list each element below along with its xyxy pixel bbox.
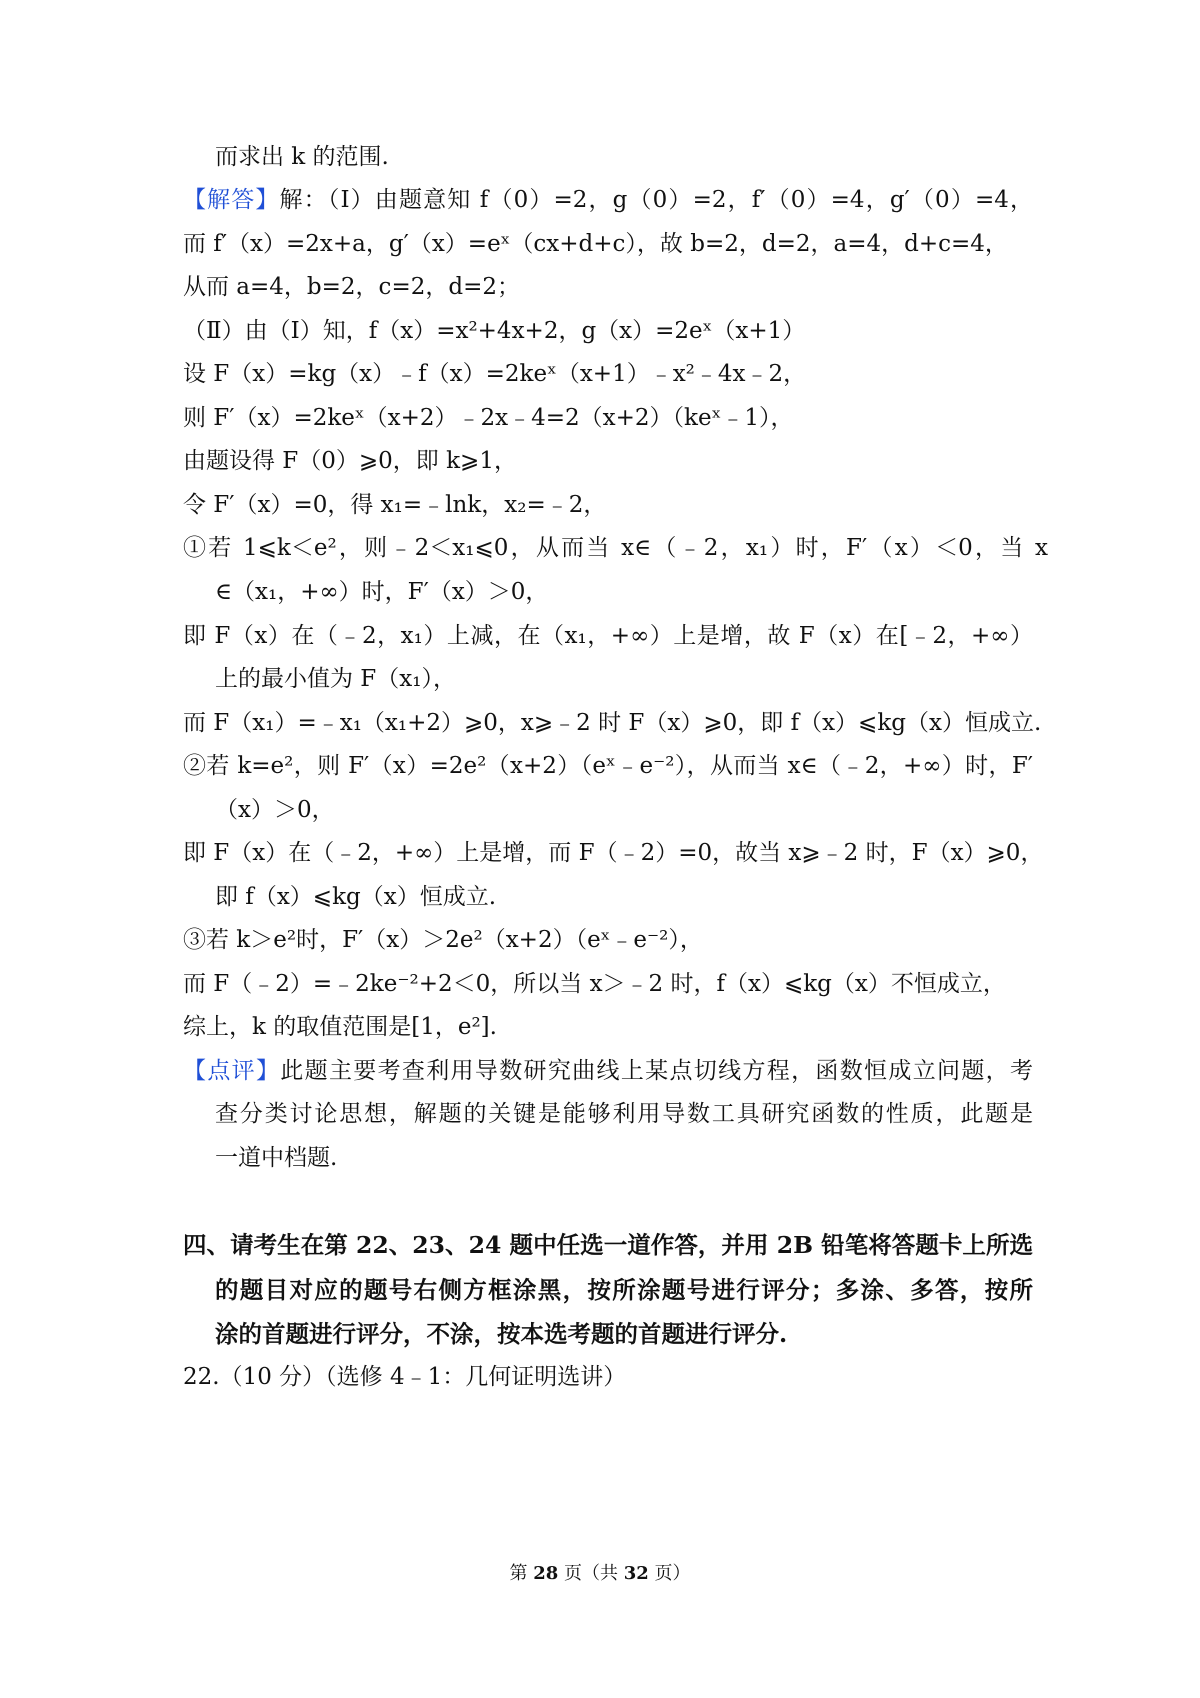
page-number: 28	[533, 1563, 559, 1584]
text-line: 即 f（x）⩽kg（x）恒成立.	[215, 884, 497, 910]
text-line: ∈（x₁，+∞）时，F′（x）＞0，	[215, 579, 549, 605]
text-line: 查分类讨论思想，解题的关键是能够利用导数工具研究函数的性质，此题是	[215, 1101, 1033, 1127]
text-line: 设 F（x）=kg（x）﹣f（x）=2keˣ（x+1）﹣x²﹣4x﹣2，	[183, 361, 807, 387]
text-line: 即 F（x）在（﹣2，x₁）上减，在（x₁，+∞）上是增，故 F（x）在[﹣2，+∞）	[183, 623, 1033, 649]
text-line: （Ⅱ）由（I）知，f（x）=x²+4x+2，g（x）=2eˣ（x+1）	[183, 318, 806, 344]
text-line: 则 F′（x）=2keˣ（x+2）﹣2x﹣4=2（x+2）（keˣ﹣1），	[183, 405, 794, 431]
text-line: ③若 k＞e²时，F′（x）＞2e²（x+2）（eˣ﹣e⁻²），	[183, 927, 703, 953]
answer-line: 【解答】解：（Ⅰ）由题意知 f（0）=2，g（0）=2，f′（0）=4，g′（0）=4，	[183, 187, 1033, 213]
question-title: 22.（10 分）（选修 4﹣1：几何证明选讲）	[183, 1364, 627, 1390]
text-line: （x）＞0，	[215, 797, 335, 823]
text-line: 由题设得 F（0）⩾0，即 k⩾1，	[183, 448, 517, 474]
text-line: 从而 a=4，b=2，c=2，d=2；	[183, 274, 520, 300]
comment-tag: 【点评】	[183, 1058, 281, 1084]
comment-line: 【点评】此题主要考查利用导数研究曲线上某点切线方程，函数恒成立问题，考	[183, 1058, 1034, 1084]
answer-tag: 【解答】	[183, 187, 280, 213]
text-line: 综上，k 的取值范围是[1，e²].	[183, 1014, 497, 1040]
text-line: ②若 k=e²，则 F′（x）=2e²（x+2）（eˣ﹣e⁻²），从而当 x∈（﹣2，+∞）时，F′	[183, 753, 1033, 779]
page-footer: 第 28 页（共 32 页）	[509, 1563, 691, 1584]
section-heading: 四、请考生在第 22、23、24 题中任选一道作答，并用 2B 铅笔将答题卡上所选	[183, 1231, 1033, 1259]
page-total: 32	[623, 1563, 649, 1584]
text-line: 而 F（﹣2）=﹣2ke⁻²+2＜0，所以当 x＞﹣2 时，f（x）⩽kg（x）不恒成立，	[183, 971, 1006, 997]
text-line: 一道中档题.	[215, 1145, 338, 1171]
section-heading: 涂的首题进行评分，不涂，按本选考题的首题进行评分.	[215, 1320, 788, 1348]
text-line: 而 F（x₁）=﹣x₁（x₁+2）⩾0，x⩾﹣2 时 F（x）⩾0，即 f（x）⩽kg（x）恒成立.	[183, 710, 1042, 736]
text-line: 即 F（x）在（﹣2，+∞）上是增，而 F（﹣2）=0，故当 x⩾﹣2 时，F（x）⩾0，	[183, 840, 1044, 866]
text-line: 而 f′（x）=2x+a，g′（x）=eˣ（cx+d+c），故 b=2，d=2，a=4，d+c=4，	[183, 231, 1008, 257]
section-heading: 的题目对应的题号右侧方框涂黑，按所涂题号进行评分；多涂、多答，按所	[215, 1276, 1033, 1304]
text-line: 而求出 k 的范围.	[215, 144, 389, 170]
text-line: ①若 1⩽k＜e²，则﹣2＜x₁⩽0，从而当 x∈（﹣2，x₁）时，F′（x）＜0，当 x	[183, 535, 1048, 561]
text-line: 上的最小值为 F（x₁），	[215, 666, 456, 692]
text-line: 令 F′（x）=0，得 x₁=﹣lnk，x₂=﹣2，	[183, 492, 607, 518]
